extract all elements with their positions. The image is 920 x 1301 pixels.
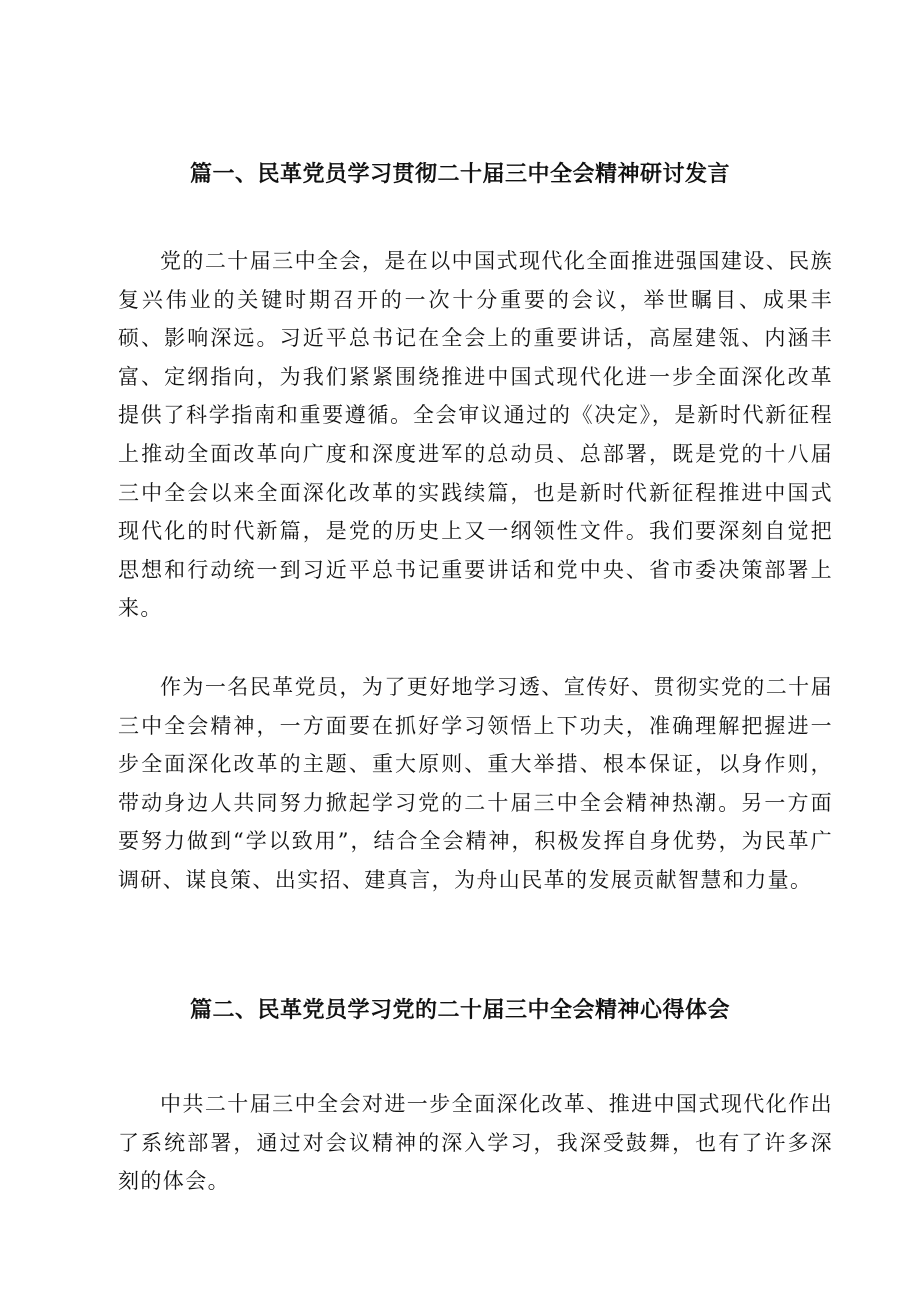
section-2-title: 篇二、民革党员学习党的二十届三中全会精神心得体会: [189, 998, 730, 1023]
section-2-paragraph-1: 中共二十届三中全会对进一步全面深化改革、推进中国式现代化作出了系统部署，通过对会议精神的深入学习，我深受鼓舞，也有了许多深刻的体会。: [118, 1092, 833, 1194]
section-1-paragraph-2: 作为一名民革党员，为了更好地学习透、宣传好、贯彻实党的二十届三中全会精神，一方面要在抓好学习领悟上下功夫，准确理解把握进一步全面深化改革的主题、重大原则、重大举措、根本保证，以身作则，带动身边人共同努力掀起学习党的二十届三中全会精神热潮。另一方面要努力做到“学以致用”，结合全会精神，积极发挥自身优势，为民革广调研、谋良策、出实招、建真言，为舟山民革的发展贡献智慧和力量。: [118, 675, 833, 892]
section-1-title: 篇一、民革党员学习贯彻二十届三中全会精神研讨发言: [189, 162, 730, 187]
section-1-paragraph-1: 党的二十届三中全会，是在以中国式现代化全面推进强国建设、民族复兴伟业的关键时期召开的一次十分重要的会议，举世瞩目、成果丰硕、影响深远。习近平总书记在全会上的重要讲话，高屋建瓴、内涵丰富、定纲指向，为我们紧紧围绕推进中国式现代化进一步全面深化改革提供了科学指南和重要遵循。全会审议通过的《决定》，是新时代新征程上推动全面改革向广度和深度进军的总动员、总部署，既是党的十八届三中全会以来全面深化改革的实践续篇，也是新时代新征程推进中国式现代化的时代新篇，是党的历史上又一纲领性文件。我们要深刻自觉把思想和行动统一到习近平总书记重要讲话和党中央、省市委决策部署上来。: [118, 249, 833, 621]
